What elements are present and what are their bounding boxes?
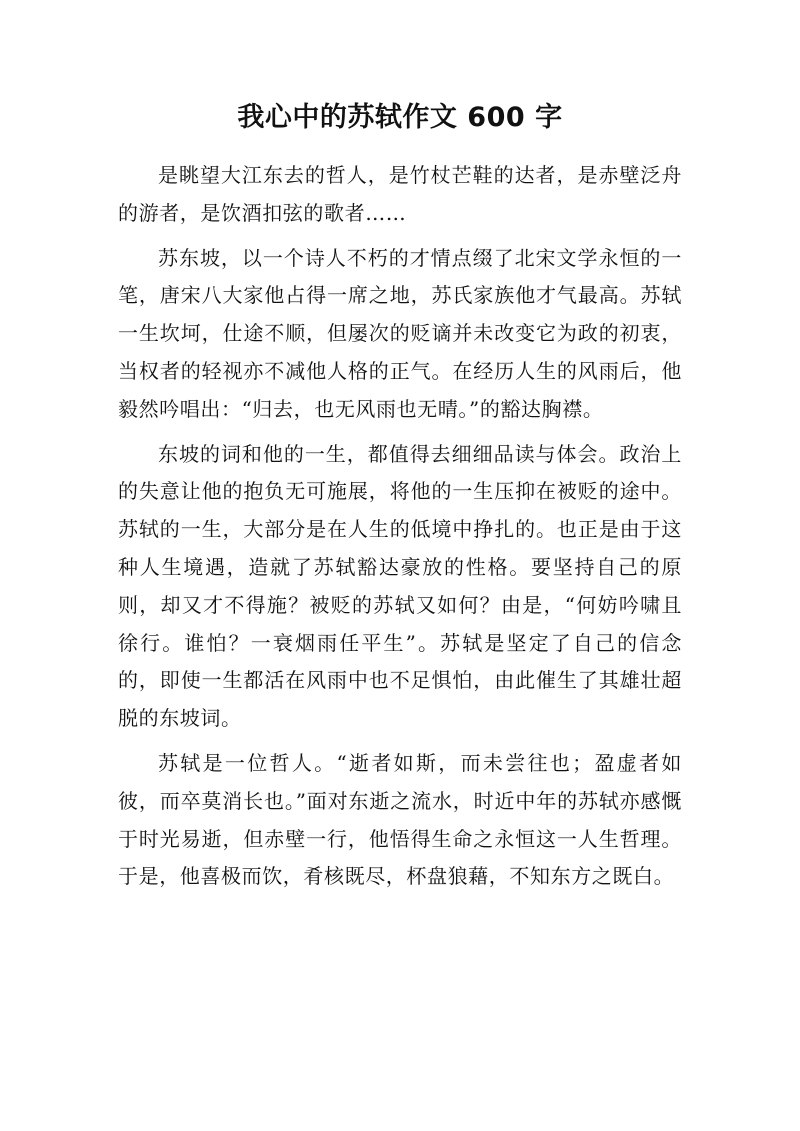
paragraph: 东坡的词和他的一生，都值得去细细品读与体会。政治上的失意让他的抱负无可施展，将他的一生压抑在被贬的途中。苏轼的一生，大部分是在人生的低境中挣扎的。也正是由于这种人生境遇，造就了苏轼豁达豪放的性格。要坚持自己的原则，却又才不得施？被贬的苏轼又如何？由是，“何妨吟啸且徐行。谁怕？一衰烟雨任平生”。苏轼是坚定了自己的信念的，即使一生都活在风雨中也不足惧怕，由此催生了其雄壮超脱的东坡词。 bbox=[118, 441, 682, 731]
paragraph: 是眺望大江东去的哲人，是竹杖芒鞋的达者，是赤壁泛舟的游者，是饮酒扣弦的歌者…… bbox=[118, 163, 682, 225]
document-title: 我心中的苏轼作文 600 字 bbox=[237, 102, 563, 133]
paragraph: 苏轼是一位哲人。“逝者如斯，而未尝往也；盈虚者如彼，而卒莫消长也。”面对东逝之流水，时近中年的苏轼亦感慨于时光易逝，但赤壁一行，他悟得生命之永恒这一人生哲理。于是，他喜极而饮，肴核既尽，杯盘狼藉，不知东方之既白。 bbox=[118, 750, 682, 889]
paragraph: 苏东坡，以一个诗人不朽的才情点缀了北宋文学永恒的一笔，唐宋八大家他占得一席之地，苏氏家族他才气最高。苏轼一生坎坷，仕途不顺，但屡次的贬谪并未改变它为政的初衷，当权者的轻视亦不减他人格的正气。在经历人生的风雨后，他毅然吟唱出：“归去，也无风雨也无晴。”的豁达胸襟。 bbox=[118, 245, 682, 421]
document-body bbox=[118, 157, 682, 896]
